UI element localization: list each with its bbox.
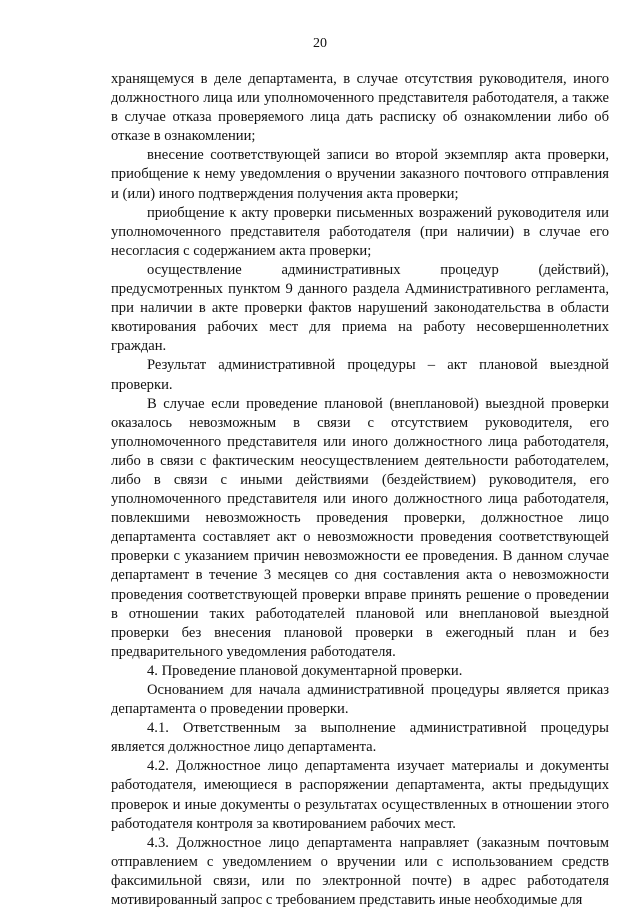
paragraph-objections: приобщение к акту проверки письменных возражений руководителя или уполномоченного представителя работодателя (при наличии) в случае его несогласия с содержанием акта проверки; bbox=[111, 204, 609, 259]
paragraph-admin-procedures: осуществление административных процедур (действий), предусмотренных пунктом 9 данного раздела Административного регламента, при наличии в акте проверки фактов нарушений законодательства в области квотирования рабочих мест для приема на работу несовершеннолетних граждан. bbox=[111, 261, 609, 355]
paragraph-4-2: 4.2. Должностное лицо департамента изучает материалы и документы работодателя, имеющиеся в распоряжении департамента, акты предыдущих проверок и иные документы о результатах осуществленных в отношении этого работодателя контроля за квотированием рабочих мест. bbox=[111, 758, 609, 832]
paragraph-section-4: 4. Проведение плановой документарной проверки. bbox=[147, 662, 463, 679]
document-body bbox=[111, 70, 609, 910]
paragraph-result: Результат административной процедуры – акт плановой выездной проверки. bbox=[111, 357, 609, 393]
paragraph-4-1: 4.1. Ответственным за выполнение административной процедуры является должностное лицо департамента. bbox=[111, 720, 609, 756]
paragraph-impossibility: В случае если проведение плановой (внеплановой) выездной проверки оказалось невозможным в связи с отсутствием руководителя, его уполномоченного представителя или иного должностного лица работодателя, либо в связи с фактическим неосуществлением деятельности работодателем, либо в связи с иными действиями (бездействием) руководителя, его уполномоченного представителя или иного должностного лица работодателя, повлекшими невозможность проведения проверки, должностное лицо департамента составляет акт о невозможности проведения соответствующей проверки с указанием причин невозможности ее проведения. В данном случае департамент в течение 3 месяцев со дня составления акта о невозможности проведения соответствующей проверки вправе принять решение о проведении в отношении таких работодателей плановой или внеплановой выездной проверки без внесения плановой проверки в ежегодный план и без предварительного уведомления работодателя. bbox=[111, 395, 609, 660]
paragraph-basis: Основанием для начала административной процедуры является приказ департамента о проведении проверки. bbox=[111, 682, 609, 718]
paragraph-4-3: 4.3. Должностное лицо департамента направляет (заказным почтовым отправлением с уведомлением о вручении или с использованием средств факсимильной связи, или по электронной почте) в адрес работодателя мотивированный запрос с требованием представить иные необходимые для bbox=[111, 834, 609, 909]
paragraph-continuation: хранящемуся в деле департамента, в случае отсутствия руководителя, иного должностного лица или уполномоченного представителя работодателя, а также в случае отказа проверяемого лица дать расписку об ознакомлении либо об отказе в ознакомлении; bbox=[111, 71, 609, 145]
page-number: 20 bbox=[313, 36, 327, 51]
paragraph-record-entry: внесение соответствующей записи во второй экземпляр акта проверки, приобщение к нему уведомления о вручении заказного почтового отправления и (или) иного подтверждения получения акта проверки; bbox=[111, 147, 609, 202]
